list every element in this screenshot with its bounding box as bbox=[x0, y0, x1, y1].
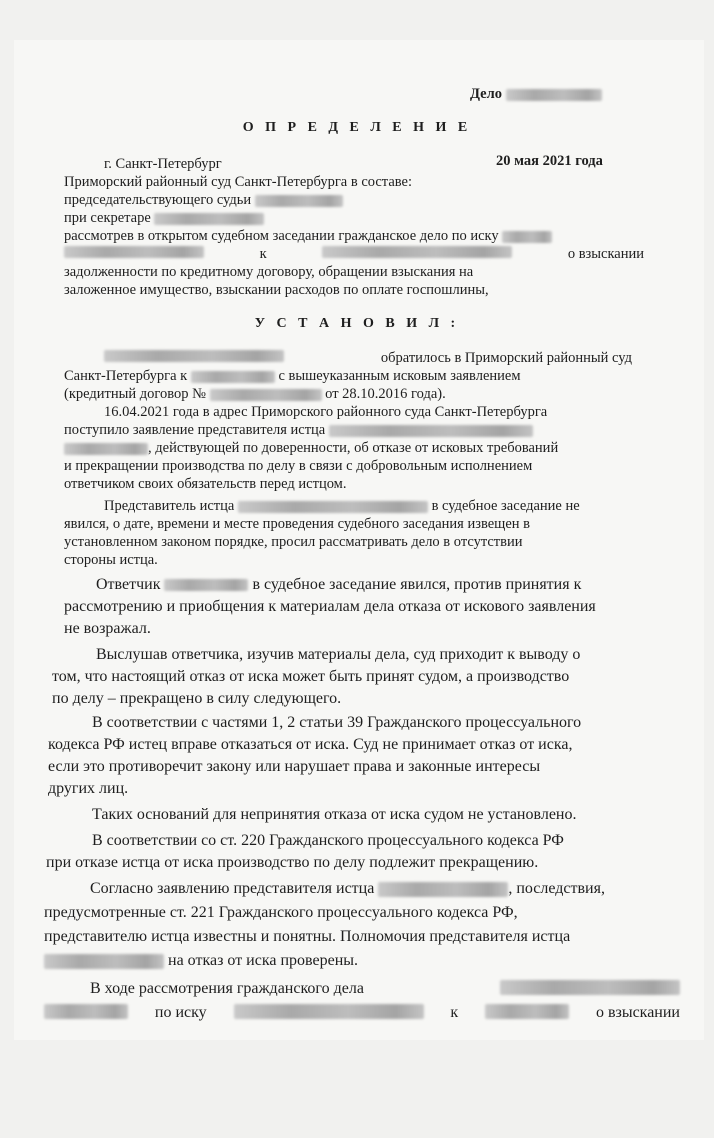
p6-line-1: В соответствии с частями 1, 2 статьи 39 Гражданского процессуального bbox=[92, 714, 582, 731]
redacted-contract-number bbox=[210, 389, 322, 401]
p9-line-1: Согласно заявлению представителя истца , последствия, bbox=[90, 880, 605, 897]
city: г. Санкт-Петербург bbox=[104, 156, 222, 172]
redacted-representative bbox=[329, 425, 533, 437]
p3-line-4: стороны истца. bbox=[64, 552, 158, 568]
p4-line-2: рассмотрению и приобщения к материалам дела отказа от искового заявления bbox=[64, 598, 596, 615]
redacted-representative-3 bbox=[238, 501, 428, 513]
intro-line-6: задолженности по кредитному договору, обращении взыскания на bbox=[64, 264, 474, 280]
p2-line-1: 16.04.2021 года в адрес Приморского районного суда Санкт-Петербурга bbox=[104, 404, 548, 420]
redacted-plaintiff bbox=[502, 231, 552, 243]
p5-line-2: том, что настоящий отказ от иска может быть принят судом, а производство bbox=[52, 668, 570, 685]
redacted-plaintiff-2 bbox=[64, 246, 204, 258]
p5-line-1: Выслушав ответчика, изучив материалы дела, суд приходит к выводу о bbox=[96, 646, 581, 663]
redacted-case-number-3 bbox=[44, 1004, 128, 1019]
redacted-judge bbox=[255, 195, 343, 207]
p8-line-2: при отказе истца от иска производство по делу подлежит прекращению. bbox=[46, 854, 539, 871]
p4-line-1: Ответчик в судебное заседание явился, против принятия к bbox=[96, 576, 582, 593]
p10-line-2: по иску к о взыскании bbox=[44, 1004, 680, 1022]
intro-line-7: заложенное имущество, взыскании расходов по оплате госпошлины, bbox=[64, 282, 489, 298]
redacted-case-number bbox=[506, 89, 602, 101]
p6-line-4: других лиц. bbox=[48, 780, 129, 797]
document-title: О П Р Е Д Е Л Е Н И Е bbox=[242, 120, 472, 135]
p1-line-3: (кредитный договор № от 28.10.2016 года). bbox=[64, 386, 446, 402]
p8-line-1: В соответствии со ст. 220 Гражданского процессуального кодекса РФ bbox=[92, 832, 564, 849]
p3-line-3: установленном законом порядке, просил рассматривать дело в отсутствии bbox=[64, 534, 523, 550]
p2-line-4: и прекращении производства по делу в связи с добровольным исполнением bbox=[64, 458, 533, 474]
redacted-defendant-3 bbox=[164, 579, 248, 591]
p7-line-1: Таких оснований для непринятия отказа от иска судом не установлено. bbox=[92, 806, 577, 823]
p2-line-2: поступило заявление представителя истца bbox=[64, 422, 533, 438]
p2-line-3: , действующей по доверенности, об отказе от исковых требований bbox=[64, 440, 558, 456]
court-line: Приморский районный суд Санкт-Петербурга в составе: bbox=[64, 174, 412, 190]
established-heading: У С Т А Н О В И Л : bbox=[254, 316, 460, 331]
secretary-line: при секретаре bbox=[64, 210, 264, 226]
intro-line-5: к о взыскании bbox=[64, 246, 644, 262]
redacted-plaintiff-3 bbox=[104, 350, 284, 362]
p9-line-2: предусмотренные ст. 221 Гражданского процессуального кодекса РФ, bbox=[44, 904, 518, 921]
p5-line-3: по делу – прекращено в силу следующего. bbox=[52, 690, 342, 707]
p9-line-3: представителю истца известны и понятны. Полномочия представителя истца bbox=[44, 928, 571, 945]
redacted-representative-2 bbox=[64, 443, 148, 455]
p1-line-1: обратилось в Приморский районный суд bbox=[104, 350, 632, 366]
case-label: Дело bbox=[470, 86, 502, 102]
p1-line-2: Санкт-Петербурга к с вышеуказанным исковым заявлением bbox=[64, 368, 521, 384]
p2-line-5: ответчиком своих обязательств перед истцом. bbox=[64, 476, 347, 492]
redacted-plaintiff-4 bbox=[234, 1004, 424, 1019]
intro-line-4: рассмотрев в открытом судебном заседании гражданское дело по иску bbox=[64, 228, 644, 244]
redacted-defendant bbox=[322, 246, 512, 258]
p3-line-1: Представитель истца в судебное заседание не bbox=[104, 498, 580, 514]
judge-line: председательствующего судьи bbox=[64, 192, 343, 208]
redacted-representative-5 bbox=[44, 954, 164, 969]
case-number-line bbox=[470, 86, 602, 102]
redacted-secretary bbox=[154, 213, 264, 225]
p4-line-3: не возражал. bbox=[64, 620, 151, 637]
redacted-case-number-2 bbox=[500, 980, 680, 995]
p6-line-2: кодекса РФ истец вправе отказаться от иска. Суд не принимает отказ от иска, bbox=[48, 736, 573, 753]
p10-line-1: В ходе рассмотрения гражданского дела bbox=[90, 980, 680, 998]
date: 20 мая 2021 года bbox=[496, 153, 603, 169]
redacted-defendant-2 bbox=[191, 371, 275, 383]
redacted-defendant-4 bbox=[485, 1004, 569, 1019]
p6-line-3: если это противоречит закону или нарушает права и законные интересы bbox=[48, 758, 541, 775]
redacted-representative-4 bbox=[378, 882, 508, 897]
p9-line-4: на отказ от иска проверены. bbox=[44, 952, 358, 970]
p3-line-2: явился, о дате, времени и месте проведения судебного заседания извещен в bbox=[64, 516, 530, 532]
